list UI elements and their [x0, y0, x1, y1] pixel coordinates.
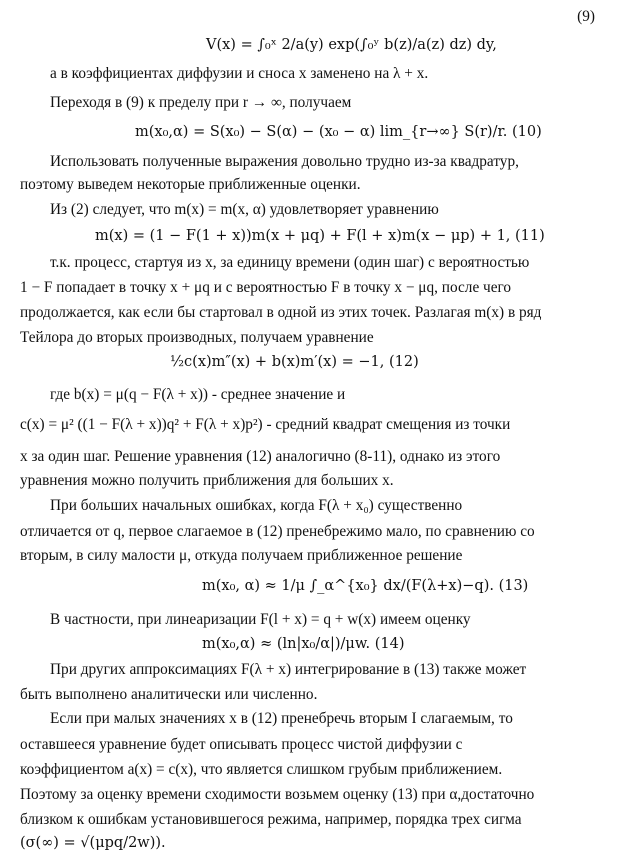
text-line: отличается от q, первое слагаемое в (12) пренебрежимо мало, по сравнению со [20, 523, 535, 540]
equation-9: V(x) = ∫₀ˣ 2/a(y) exp(∫₀ʸ b(z)/a(z) dz) dy, [206, 37, 497, 53]
text-line: Поэтому за оценку времени сходимости возьмем оценку (13) при α,достаточно [20, 786, 535, 803]
equation-number: (9) [577, 8, 595, 25]
text-line: уравнения можно получить приближения для больших x. [20, 472, 394, 489]
equation-13: m(x₀, α) ≈ 1/μ ∫_α^{x₀} dx/(F(λ+x)−q). (13) [202, 578, 529, 594]
text-line: поэтому выведем некоторые приближенные оценки. [20, 176, 361, 193]
text-line: Переходя в (9) к пределу при r → ∞, получаем [50, 94, 352, 111]
text-line: Использовать полученные выражения довольно трудно из-за квадратур, [50, 153, 519, 170]
equation-14: m(x₀,α) ≈ (ln|x₀/α|)/μw. (14) [202, 636, 405, 652]
text-line: Если при малых значениях x в (12) пренебречь вторым I слагаемым, то [50, 710, 513, 727]
text-line: где b(x) = μ(q − F(λ + x)) - среднее значение и [50, 386, 346, 403]
text-line: В частности, при линеаризации F(l + x) = q + w(x) имеем оценку [50, 611, 471, 628]
text-line: c(x) = μ² ((1 − F(λ + x))q² + F(λ + x)p²) - средний квадрат смещения из точки [20, 416, 511, 433]
text-line: продолжается, как если бы стартовал в одной из этих точек. Разлагая m(x) в ряд [20, 304, 542, 321]
equation-12: ½c(x)m″(x) + b(x)m′(x) = −1, (12) [170, 354, 419, 370]
text-line: быть выполнено аналитически или численно. [20, 686, 318, 703]
text-line: т.к. процесс, стартуя из x, за единицу времени (один шаг) с вероятностью [50, 254, 530, 271]
text-line: близком к ошибкам установившегося режима, например, порядка трех сигма [20, 811, 522, 828]
text-line: а в коэффициентах диффузии и сноса x заменено на λ + x. [50, 65, 429, 82]
text-line: оставшееся уравнение будет описывать процесс чистой диффузии с [20, 736, 463, 753]
equation-10: m(x₀,α) = S(x₀) − S(α) − (x₀ − α) lim_{r→∞} S(r)/r. (10) [135, 124, 542, 140]
text-line: 1 − F попадает в точку x + μq и с вероятностью F в точку x − μq, после чего [20, 279, 512, 296]
equation-11: m(x) = (1 − F(1 + x))m(x + μq) + F(l + x)m(x − μp) + 1, (11) [95, 228, 545, 244]
text-line: При других аппроксимациях F(λ + x) интегрирование в (13) также может [50, 661, 527, 678]
text-line: При больших начальных ошибках, когда F(λ + x₀) существенно [50, 497, 463, 514]
text-line: Тейлора до вторых производных, получаем уравнение [20, 329, 374, 346]
equation-sigma: (σ(∞) = √(μpq/2w)). [20, 835, 166, 851]
text-line: коэффициентом a(x) = c(x), что является слишком грубым приближением. [20, 761, 503, 778]
text-line: x за один шаг. Решение уравнения (12) аналогично (8-11), однако из этого [20, 448, 501, 465]
text-line: Из (2) следует, что m(x) = m(x, α) удовлетворяет уравнению [50, 201, 439, 218]
text-line: вторым, в силу малости μ, откуда получаем приближенное решение [20, 547, 463, 564]
